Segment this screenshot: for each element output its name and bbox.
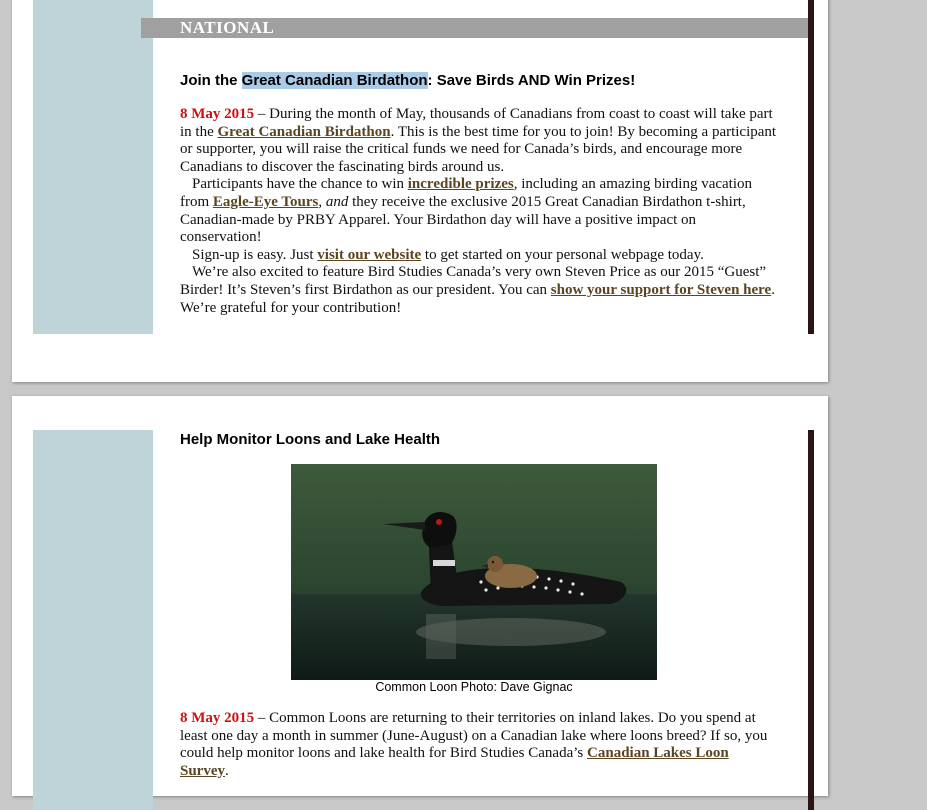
text-run: Participants have the chance to win	[192, 176, 408, 193]
article-date: 8 May 2015	[180, 710, 255, 726]
birdathon-headline	[180, 72, 780, 89]
support-steven-link[interactable]: show your support for Steven here	[550, 281, 772, 298]
headline-highlight: Great Canadian Birdathon	[241, 72, 428, 89]
text-emphasis: and	[325, 193, 349, 210]
text-run: . We’re grateful for your contribution!	[180, 281, 775, 316]
headline-suffix: : Save Birds AND Win Prizes!	[427, 72, 636, 89]
visit-website-link[interactable]: visit our website	[317, 246, 422, 263]
page-sidebar	[33, 430, 153, 810]
article-paragraph	[180, 106, 780, 176]
loon-article	[180, 710, 780, 780]
text-run: they receive the exclusive 2015 Great Canadian Birdathon t-shirt, Canadian-made by PRBY Apparel. Your Birdathon day will have a positive impact on conservation!	[180, 193, 746, 246]
birdathon-link[interactable]: Great Canadian Birdathon	[217, 123, 391, 140]
loon-photo	[291, 464, 657, 680]
article-paragraph	[180, 710, 780, 780]
loon-headline: Help Monitor Loons and Lake Health	[180, 431, 441, 448]
right-rule	[808, 0, 814, 334]
text-run: , including an amazing birding vacation from	[180, 176, 752, 210]
loon-survey-link[interactable]: Canadian Lakes Loon Survey	[180, 745, 729, 779]
text-run: to get started on your personal webpage today.	[421, 246, 704, 263]
headline-prefix: Join the	[180, 72, 242, 89]
photo-caption: Common Loon Photo: Dave Gignac	[375, 680, 573, 694]
pdf-page-2	[12, 396, 828, 796]
text-run: – During the month of May, thousands of Canadians from coast to coast will take part in the	[180, 106, 773, 140]
article-paragraph	[180, 176, 780, 246]
section-band: NATIONAL	[141, 18, 808, 38]
article-paragraph	[180, 247, 780, 265]
text-run: . This is the best time for you to join! By becoming a participant or supporter, you will raise the critical funds we need for Canada’s birds, and encourage more Canadians to discover the fascinating birds around us.	[180, 123, 777, 175]
text-run: We’re also excited to feature Bird Studies Canada’s very own Steven Price as our 2015 “Guest” Birder! It’s Steven’s first Birdathon as our president. You can	[180, 264, 767, 298]
prizes-link[interactable]: incredible prizes	[407, 176, 514, 193]
text-run: .	[225, 762, 229, 779]
eagle-eye-tours-link[interactable]: Eagle-Eye Tours	[212, 193, 319, 210]
text-run: – Common Loons are returning to their territories on inland lakes. Do you spend at least one day a month in summer (June-August) on a Canadian lake where loons breed? If so, you could help monitor loons and lake health for Bird Studies Canada’s	[180, 710, 768, 762]
page-sidebar	[33, 0, 153, 334]
article-paragraph	[180, 264, 780, 317]
text-run: ,	[318, 193, 326, 210]
birdathon-article	[180, 106, 780, 317]
text-run: Sign-up is easy. Just	[192, 246, 318, 263]
loon-illustration	[291, 464, 657, 680]
pdf-page-1	[12, 0, 828, 382]
right-rule	[808, 430, 814, 810]
article-date: 8 May 2015	[180, 106, 255, 122]
